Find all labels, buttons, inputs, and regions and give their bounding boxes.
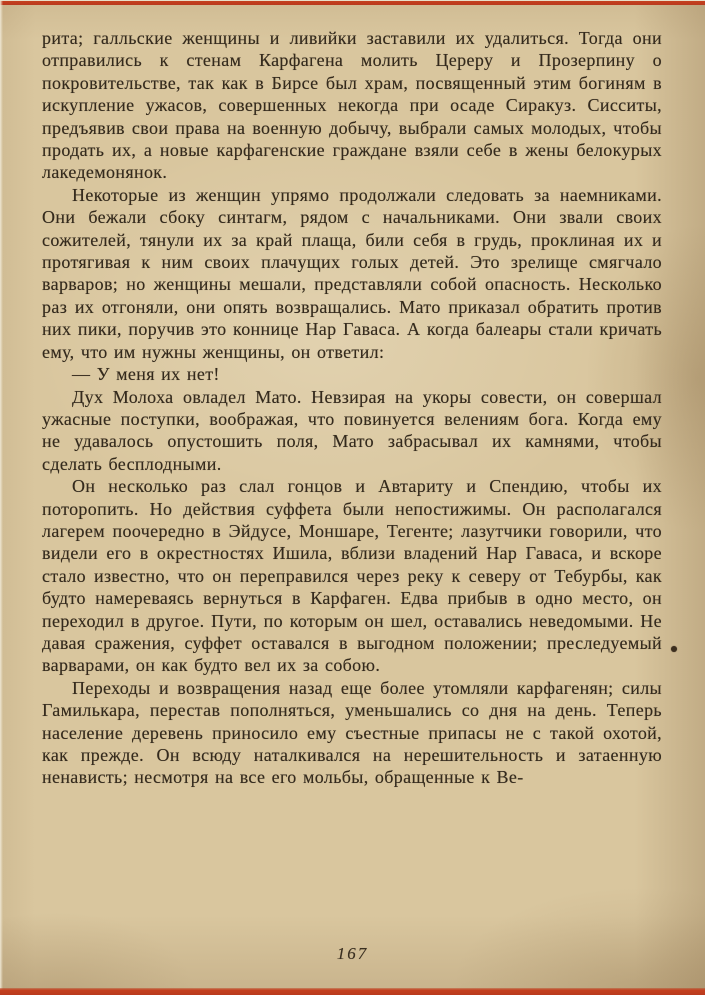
bottom-edge-strip (0, 988, 705, 995)
text-block (42, 27, 662, 789)
left-edge-strip (0, 0, 3, 995)
paragraph: рита; галльские женщины и ливийки заставили их удалиться. Тогда они отправились к стенам Карфагена молить Цереру и Прозерпину о покровительстве, так как в Бирсе был храм, посвященный этим богиням в искупление ужасов, совершенных некогда при осаде Сиракуз. Сисситы, предъявив свои права на военную добычу, выбрали самых молодых, чтобы продать их, а новые карфагенские граждане взяли себе в жены белокурых лакедемонянок. (42, 28, 662, 183)
paragraph: Он несколько раз слал гонцов и Автариту и Спендию, чтобы их поторопить. Но действия суффета были непостижимы. Он располагался лагерем поочередно в Эйдусе, Моншаре, Тегенте; лазутчики говорили, что видели его в окрестностях Ишила, вблизи владений Нар Гаваса, и вскоре стало известно, что он переправился через реку к северу от Тебурбы, как будто намереваясь вернуться в Карфаген. Едва прибыв в одно место, он переходил в другое. Пути, по которым он шел, оставались неведомыми. Не давая сражения, суффет оставался в выгодном положении; преследуемый варварами, он как будто вел их за собою. (42, 476, 662, 676)
paragraph: Дух Молоха овладел Мато. Невзирая на укоры совести, он совершал ужасные поступки, воображая, что повинуется велениям бога. Когда ему не удавалось опустошить поля, Мато забрасывал их камнями, чтобы сделать бесплодными. (42, 386, 662, 474)
paragraph: Переходы и возвращения назад еще более утомляли карфагенян; силы Гамилькара, перестав пополняться, уменьшались со дня на день. Теперь население деревень приносило ему съестные припасы не с такой охотой, как прежде. Он всюду наталкивался на нерешительность и затаенную ненависть; несмотря на все его мольбы, обращенные к Ве- (42, 677, 662, 788)
page-number: 167 (336, 944, 369, 963)
paragraph: Некоторые из женщин упрямо продолжали следовать за наемниками. Они бежали сбоку синтагм, рядом с начальниками. Они звали своих сожителей, тянули их за край плаща, били себя в грудь, проклиная их и протягивая к ним своих плачущих голых детей. Это зрелище смягчало варваров; но женщины мешали, представляли собой опасность. Несколько раз их отгоняли, они опять возвращались. Мато приказал обратить против них пики, поручив это коннице Нар Гаваса. А когда балеары стали кричать ему, что им нужны женщины, он ответил: (42, 184, 662, 362)
dialogue-line: — У меня их нет! (72, 364, 220, 385)
ink-spot (671, 646, 677, 652)
top-edge-strip (0, 0, 705, 5)
